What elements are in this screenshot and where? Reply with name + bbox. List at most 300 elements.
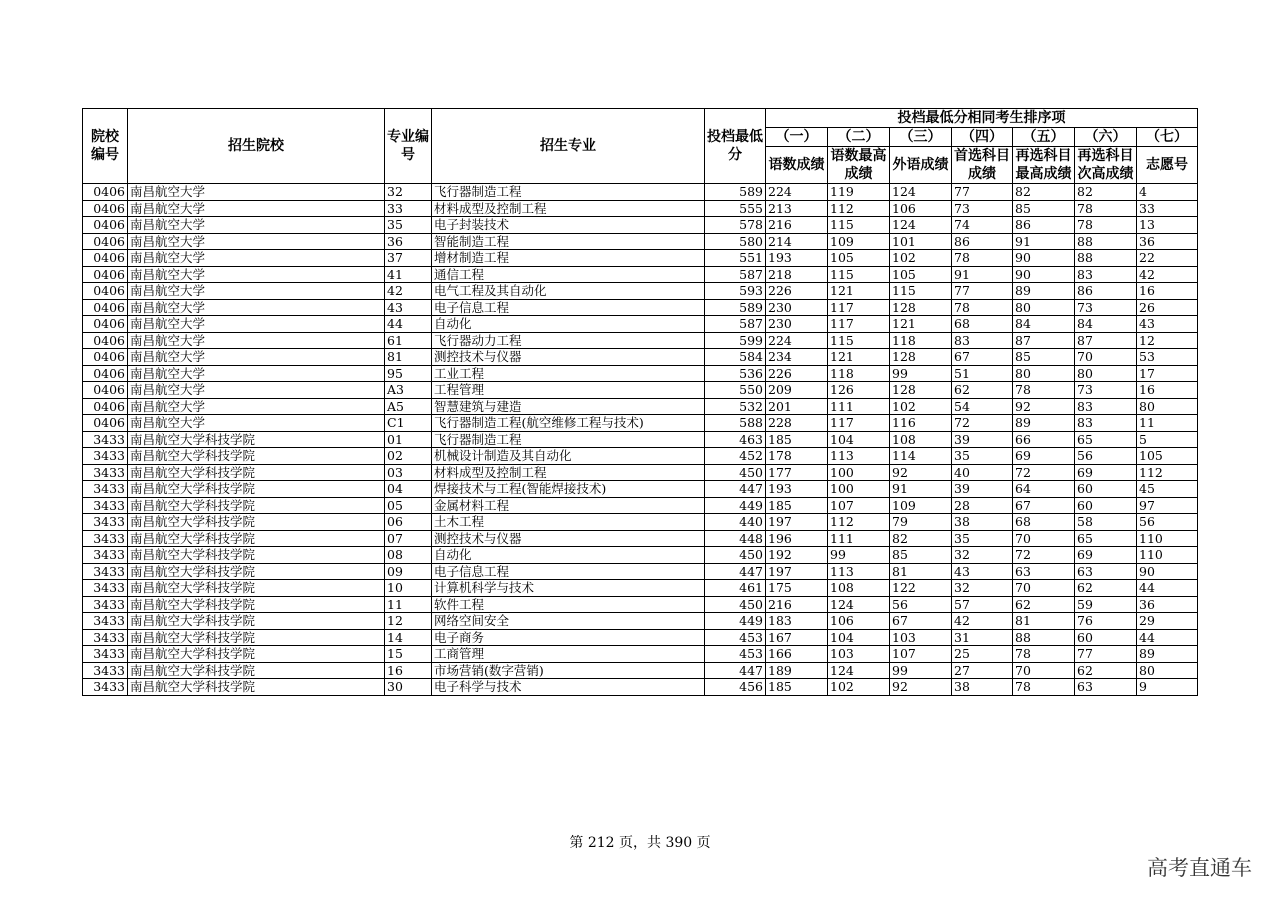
table-row: [83, 382, 1198, 399]
cell-school-name: 南昌航空大学科技学院: [128, 514, 385, 531]
cell-sort-6: 63: [1075, 679, 1137, 696]
cell-school-name: 南昌航空大学: [128, 349, 385, 366]
cell-major-code: 43: [385, 299, 432, 316]
cell-sort-6: 58: [1075, 514, 1137, 531]
cell-sort-6: 77: [1075, 646, 1137, 663]
cell-sort-2: 118: [828, 365, 890, 382]
cell-school-name: 南昌航空大学: [128, 365, 385, 382]
cell-min-score: 587: [705, 266, 766, 283]
cell-major-code: 08: [385, 547, 432, 564]
cell-sort-5: 80: [1013, 299, 1075, 316]
table-row: [83, 349, 1198, 366]
cell-sort-7: 56: [1137, 514, 1198, 531]
cell-sort-2: 112: [828, 514, 890, 531]
cell-sort-2: 104: [828, 629, 890, 646]
cell-sort-5: 90: [1013, 266, 1075, 283]
cell-sort-4: 42: [952, 613, 1013, 630]
cell-sort-1: 218: [766, 266, 828, 283]
cell-major-code: 06: [385, 514, 432, 531]
cell-major-code: 05: [385, 497, 432, 514]
cell-school-code: 0406: [83, 184, 128, 201]
cell-min-score: 447: [705, 481, 766, 498]
cell-sort-6: 62: [1075, 580, 1137, 597]
cell-sort-1: 185: [766, 431, 828, 448]
header-sort-group: 投档最低分相同考生排序项: [766, 109, 1198, 128]
cell-sort-2: 99: [828, 547, 890, 564]
cell-sort-6: 76: [1075, 613, 1137, 630]
table-row: [83, 613, 1198, 630]
cell-major-name: 智能制造工程: [432, 233, 705, 250]
cell-major-name: 土木工程: [432, 514, 705, 531]
cell-min-score: 450: [705, 464, 766, 481]
cell-sort-5: 70: [1013, 530, 1075, 547]
cell-sort-6: 80: [1075, 365, 1137, 382]
cell-sort-6: 78: [1075, 217, 1137, 234]
table-row: [83, 448, 1198, 465]
cell-sort-6: 86: [1075, 283, 1137, 300]
cell-school-code: 0406: [83, 349, 128, 366]
cell-sort-6: 73: [1075, 299, 1137, 316]
cell-sort-2: 115: [828, 217, 890, 234]
cell-major-code: A3: [385, 382, 432, 399]
cell-school-name: 南昌航空大学科技学院: [128, 448, 385, 465]
cell-major-code: 11: [385, 596, 432, 613]
cell-sort-5: 72: [1013, 547, 1075, 564]
cell-sort-5: 69: [1013, 448, 1075, 465]
cell-major-code: 44: [385, 316, 432, 333]
cell-major-name: 金属材料工程: [432, 497, 705, 514]
cell-sort-1: 177: [766, 464, 828, 481]
cell-school-code: 0406: [83, 415, 128, 432]
cell-sort-7: 11: [1137, 415, 1198, 432]
cell-sort-7: 110: [1137, 547, 1198, 564]
cell-sort-3: 124: [890, 184, 952, 201]
header-sort-num: （二）: [828, 128, 890, 147]
cell-school-name: 南昌航空大学: [128, 200, 385, 217]
cell-sort-7: 29: [1137, 613, 1198, 630]
cell-sort-5: 78: [1013, 679, 1075, 696]
cell-school-code: 0406: [83, 233, 128, 250]
cell-major-code: 02: [385, 448, 432, 465]
cell-major-code: 81: [385, 349, 432, 366]
table-row: [83, 332, 1198, 349]
cell-sort-1: 224: [766, 332, 828, 349]
cell-major-name: 自动化: [432, 316, 705, 333]
cell-school-name: 南昌航空大学: [128, 398, 385, 415]
cell-school-name: 南昌航空大学科技学院: [128, 580, 385, 597]
cell-sort-3: 122: [890, 580, 952, 597]
cell-sort-1: 193: [766, 250, 828, 267]
table-row: [83, 266, 1198, 283]
header-school-code: 院校编号: [83, 109, 128, 184]
cell-sort-7: 16: [1137, 382, 1198, 399]
cell-sort-7: 97: [1137, 497, 1198, 514]
cell-sort-1: 185: [766, 497, 828, 514]
cell-major-name: 通信工程: [432, 266, 705, 283]
cell-sort-7: 9: [1137, 679, 1198, 696]
cell-sort-5: 80: [1013, 365, 1075, 382]
cell-school-code: 3433: [83, 679, 128, 696]
table-row: [83, 662, 1198, 679]
cell-sort-2: 117: [828, 316, 890, 333]
table-row: [83, 530, 1198, 547]
cell-major-code: 14: [385, 629, 432, 646]
cell-school-name: 南昌航空大学科技学院: [128, 530, 385, 547]
cell-sort-2: 121: [828, 283, 890, 300]
cell-sort-7: 12: [1137, 332, 1198, 349]
cell-sort-3: 99: [890, 365, 952, 382]
header-major-name: 招生专业: [432, 109, 705, 184]
cell-min-score: 449: [705, 613, 766, 630]
cell-sort-4: 27: [952, 662, 1013, 679]
header-sort-num: （五）: [1013, 128, 1075, 147]
watermark: 高考直通车: [1147, 856, 1252, 880]
cell-min-score: 578: [705, 217, 766, 234]
cell-school-code: 3433: [83, 547, 128, 564]
cell-sort-6: 65: [1075, 530, 1137, 547]
cell-school-code: 3433: [83, 596, 128, 613]
cell-sort-3: 102: [890, 398, 952, 415]
cell-sort-4: 91: [952, 266, 1013, 283]
cell-sort-2: 119: [828, 184, 890, 201]
cell-min-score: 450: [705, 596, 766, 613]
cell-sort-6: 83: [1075, 266, 1137, 283]
cell-min-score: 589: [705, 184, 766, 201]
cell-major-name: 电子信息工程: [432, 563, 705, 580]
cell-school-name: 南昌航空大学: [128, 415, 385, 432]
cell-sort-4: 38: [952, 514, 1013, 531]
cell-sort-2: 115: [828, 266, 890, 283]
cell-sort-1: 234: [766, 349, 828, 366]
cell-sort-5: 72: [1013, 464, 1075, 481]
cell-sort-6: 84: [1075, 316, 1137, 333]
cell-sort-3: 124: [890, 217, 952, 234]
cell-sort-1: 213: [766, 200, 828, 217]
cell-sort-2: 108: [828, 580, 890, 597]
cell-major-name: 焊接技术与工程(智能焊接技术): [432, 481, 705, 498]
cell-sort-1: 226: [766, 365, 828, 382]
cell-sort-1: 216: [766, 217, 828, 234]
cell-sort-6: 73: [1075, 382, 1137, 399]
cell-sort-4: 77: [952, 283, 1013, 300]
cell-sort-5: 84: [1013, 316, 1075, 333]
cell-sort-3: 115: [890, 283, 952, 300]
cell-sort-3: 121: [890, 316, 952, 333]
cell-sort-4: 62: [952, 382, 1013, 399]
cell-min-score: 584: [705, 349, 766, 366]
cell-sort-7: 36: [1137, 596, 1198, 613]
cell-sort-1: 185: [766, 679, 828, 696]
cell-school-name: 南昌航空大学: [128, 316, 385, 333]
cell-major-code: C1: [385, 415, 432, 432]
cell-sort-6: 82: [1075, 184, 1137, 201]
cell-sort-7: 13: [1137, 217, 1198, 234]
cell-sort-5: 68: [1013, 514, 1075, 531]
cell-sort-3: 118: [890, 332, 952, 349]
cell-sort-7: 89: [1137, 646, 1198, 663]
header-sort-label: 外语成绩: [890, 147, 952, 184]
cell-sort-5: 92: [1013, 398, 1075, 415]
cell-major-code: 32: [385, 184, 432, 201]
cell-sort-2: 105: [828, 250, 890, 267]
cell-sort-5: 63: [1013, 563, 1075, 580]
cell-sort-4: 38: [952, 679, 1013, 696]
cell-sort-5: 78: [1013, 382, 1075, 399]
cell-min-score: 599: [705, 332, 766, 349]
cell-sort-6: 83: [1075, 415, 1137, 432]
cell-school-code: 3433: [83, 530, 128, 547]
cell-sort-5: 87: [1013, 332, 1075, 349]
cell-sort-4: 39: [952, 431, 1013, 448]
cell-sort-2: 102: [828, 679, 890, 696]
cell-sort-4: 73: [952, 200, 1013, 217]
header-sort-label: 再选科目次高成绩: [1075, 147, 1137, 184]
cell-school-code: 0406: [83, 332, 128, 349]
cell-sort-3: 106: [890, 200, 952, 217]
cell-major-name: 飞行器动力工程: [432, 332, 705, 349]
cell-sort-4: 39: [952, 481, 1013, 498]
cell-sort-7: 105: [1137, 448, 1198, 465]
cell-sort-3: 102: [890, 250, 952, 267]
cell-major-name: 机械设计制造及其自动化: [432, 448, 705, 465]
cell-sort-4: 78: [952, 299, 1013, 316]
cell-sort-5: 88: [1013, 629, 1075, 646]
header-sort-num: （四）: [952, 128, 1013, 147]
cell-sort-5: 62: [1013, 596, 1075, 613]
cell-sort-3: 107: [890, 646, 952, 663]
cell-school-name: 南昌航空大学科技学院: [128, 596, 385, 613]
cell-sort-5: 82: [1013, 184, 1075, 201]
cell-sort-1: 230: [766, 316, 828, 333]
table-row: [83, 200, 1198, 217]
cell-sort-2: 107: [828, 497, 890, 514]
cell-sort-7: 26: [1137, 299, 1198, 316]
cell-sort-3: 82: [890, 530, 952, 547]
cell-sort-7: 53: [1137, 349, 1198, 366]
cell-sort-1: 197: [766, 514, 828, 531]
table-row: [83, 365, 1198, 382]
cell-sort-4: 35: [952, 530, 1013, 547]
cell-major-code: 01: [385, 431, 432, 448]
cell-sort-2: 126: [828, 382, 890, 399]
cell-sort-1: 166: [766, 646, 828, 663]
cell-sort-1: 193: [766, 481, 828, 498]
cell-major-code: 35: [385, 217, 432, 234]
cell-sort-6: 60: [1075, 629, 1137, 646]
cell-sort-5: 86: [1013, 217, 1075, 234]
cell-sort-3: 101: [890, 233, 952, 250]
cell-major-name: 电子信息工程: [432, 299, 705, 316]
header-sort-num: （三）: [890, 128, 952, 147]
header-sort-num: （七）: [1137, 128, 1198, 147]
cell-sort-4: 32: [952, 580, 1013, 597]
cell-major-code: 07: [385, 530, 432, 547]
table-row: [83, 596, 1198, 613]
cell-sort-2: 117: [828, 415, 890, 432]
cell-school-code: 0406: [83, 299, 128, 316]
cell-school-code: 3433: [83, 448, 128, 465]
cell-school-name: 南昌航空大学: [128, 233, 385, 250]
table-row: [83, 415, 1198, 432]
cell-sort-7: 44: [1137, 629, 1198, 646]
cell-min-score: 550: [705, 382, 766, 399]
cell-sort-7: 17: [1137, 365, 1198, 382]
cell-school-code: 3433: [83, 431, 128, 448]
cell-school-name: 南昌航空大学科技学院: [128, 629, 385, 646]
cell-min-score: 593: [705, 283, 766, 300]
cell-min-score: 453: [705, 646, 766, 663]
cell-sort-4: 74: [952, 217, 1013, 234]
cell-major-code: 37: [385, 250, 432, 267]
cell-sort-4: 54: [952, 398, 1013, 415]
cell-major-name: 工程管理: [432, 382, 705, 399]
header-sort-label: 志愿号: [1137, 147, 1198, 184]
cell-sort-2: 121: [828, 349, 890, 366]
cell-sort-2: 103: [828, 646, 890, 663]
cell-sort-6: 60: [1075, 481, 1137, 498]
cell-sort-7: 43: [1137, 316, 1198, 333]
cell-sort-7: 22: [1137, 250, 1198, 267]
cell-sort-1: 214: [766, 233, 828, 250]
table-row: [83, 497, 1198, 514]
cell-sort-7: 5: [1137, 431, 1198, 448]
cell-sort-1: 196: [766, 530, 828, 547]
cell-sort-2: 104: [828, 431, 890, 448]
cell-school-code: 3433: [83, 613, 128, 630]
cell-sort-1: 178: [766, 448, 828, 465]
cell-sort-3: 114: [890, 448, 952, 465]
cell-major-name: 软件工程: [432, 596, 705, 613]
cell-min-score: 532: [705, 398, 766, 415]
cell-major-name: 电子科学与技术: [432, 679, 705, 696]
cell-major-name: 工业工程: [432, 365, 705, 382]
cell-school-code: 3433: [83, 514, 128, 531]
cell-sort-7: 4: [1137, 184, 1198, 201]
cell-sort-4: 25: [952, 646, 1013, 663]
cell-sort-7: 33: [1137, 200, 1198, 217]
cell-sort-7: 80: [1137, 398, 1198, 415]
cell-major-name: 计算机科学与技术: [432, 580, 705, 597]
cell-sort-5: 66: [1013, 431, 1075, 448]
cell-school-code: 0406: [83, 283, 128, 300]
table-row: [83, 679, 1198, 696]
cell-school-name: 南昌航空大学: [128, 266, 385, 283]
table-row: [83, 580, 1198, 597]
cell-sort-1: 175: [766, 580, 828, 597]
table-body: [83, 184, 1198, 696]
cell-major-name: 飞行器制造工程: [432, 431, 705, 448]
cell-sort-4: 51: [952, 365, 1013, 382]
cell-min-score: 450: [705, 547, 766, 564]
cell-sort-2: 113: [828, 563, 890, 580]
cell-min-score: 536: [705, 365, 766, 382]
cell-major-name: 测控技术与仪器: [432, 349, 705, 366]
cell-sort-3: 91: [890, 481, 952, 498]
cell-major-name: 增材制造工程: [432, 250, 705, 267]
cell-sort-7: 45: [1137, 481, 1198, 498]
cell-sort-4: 31: [952, 629, 1013, 646]
cell-sort-3: 79: [890, 514, 952, 531]
cell-major-name: 网络空间安全: [432, 613, 705, 630]
cell-school-name: 南昌航空大学科技学院: [128, 464, 385, 481]
cell-school-code: 3433: [83, 464, 128, 481]
cell-sort-4: 67: [952, 349, 1013, 366]
cell-sort-6: 69: [1075, 547, 1137, 564]
cell-sort-3: 128: [890, 382, 952, 399]
table-row: [83, 250, 1198, 267]
cell-sort-4: 57: [952, 596, 1013, 613]
cell-sort-3: 103: [890, 629, 952, 646]
cell-major-name: 飞行器制造工程: [432, 184, 705, 201]
cell-sort-4: 40: [952, 464, 1013, 481]
cell-major-code: 03: [385, 464, 432, 481]
cell-sort-6: 88: [1075, 233, 1137, 250]
cell-school-name: 南昌航空大学: [128, 217, 385, 234]
cell-school-code: 0406: [83, 250, 128, 267]
cell-school-code: 3433: [83, 497, 128, 514]
cell-sort-4: 72: [952, 415, 1013, 432]
cell-sort-1: 167: [766, 629, 828, 646]
cell-school-code: 0406: [83, 398, 128, 415]
cell-min-score: 555: [705, 200, 766, 217]
header-school-name: 招生院校: [128, 109, 385, 184]
cell-sort-4: 32: [952, 547, 1013, 564]
cell-sort-1: 189: [766, 662, 828, 679]
cell-sort-6: 65: [1075, 431, 1137, 448]
cell-major-name: 市场营销(数字营销): [432, 662, 705, 679]
cell-major-code: 04: [385, 481, 432, 498]
cell-sort-1: 228: [766, 415, 828, 432]
cell-school-name: 南昌航空大学: [128, 283, 385, 300]
cell-sort-6: 60: [1075, 497, 1137, 514]
cell-school-name: 南昌航空大学: [128, 332, 385, 349]
cell-min-score: 551: [705, 250, 766, 267]
cell-school-code: 3433: [83, 629, 128, 646]
cell-school-code: 3433: [83, 563, 128, 580]
header-sort-num: （六）: [1075, 128, 1137, 147]
cell-sort-3: 92: [890, 679, 952, 696]
cell-sort-3: 128: [890, 299, 952, 316]
header-sort-num: （一）: [766, 128, 828, 147]
cell-min-score: 447: [705, 563, 766, 580]
header-sort-label: 再选科目最高成绩: [1013, 147, 1075, 184]
cell-sort-4: 35: [952, 448, 1013, 465]
cell-school-name: 南昌航空大学科技学院: [128, 613, 385, 630]
header-min-score: 投档最低分: [705, 109, 766, 184]
cell-min-score: 449: [705, 497, 766, 514]
cell-sort-4: 78: [952, 250, 1013, 267]
cell-school-code: 0406: [83, 382, 128, 399]
cell-sort-2: 111: [828, 530, 890, 547]
cell-major-code: 61: [385, 332, 432, 349]
cell-sort-3: 105: [890, 266, 952, 283]
table-row: [83, 431, 1198, 448]
cell-major-name: 自动化: [432, 547, 705, 564]
cell-sort-3: 67: [890, 613, 952, 630]
cell-sort-6: 59: [1075, 596, 1137, 613]
cell-sort-3: 92: [890, 464, 952, 481]
cell-school-name: 南昌航空大学: [128, 382, 385, 399]
cell-sort-4: 28: [952, 497, 1013, 514]
cell-min-score: 588: [705, 415, 766, 432]
cell-sort-2: 115: [828, 332, 890, 349]
cell-sort-3: 85: [890, 547, 952, 564]
cell-sort-2: 100: [828, 481, 890, 498]
header-sort-label: 语数成绩: [766, 147, 828, 184]
cell-school-code: 3433: [83, 646, 128, 663]
cell-school-name: 南昌航空大学科技学院: [128, 547, 385, 564]
cell-school-code: 0406: [83, 365, 128, 382]
